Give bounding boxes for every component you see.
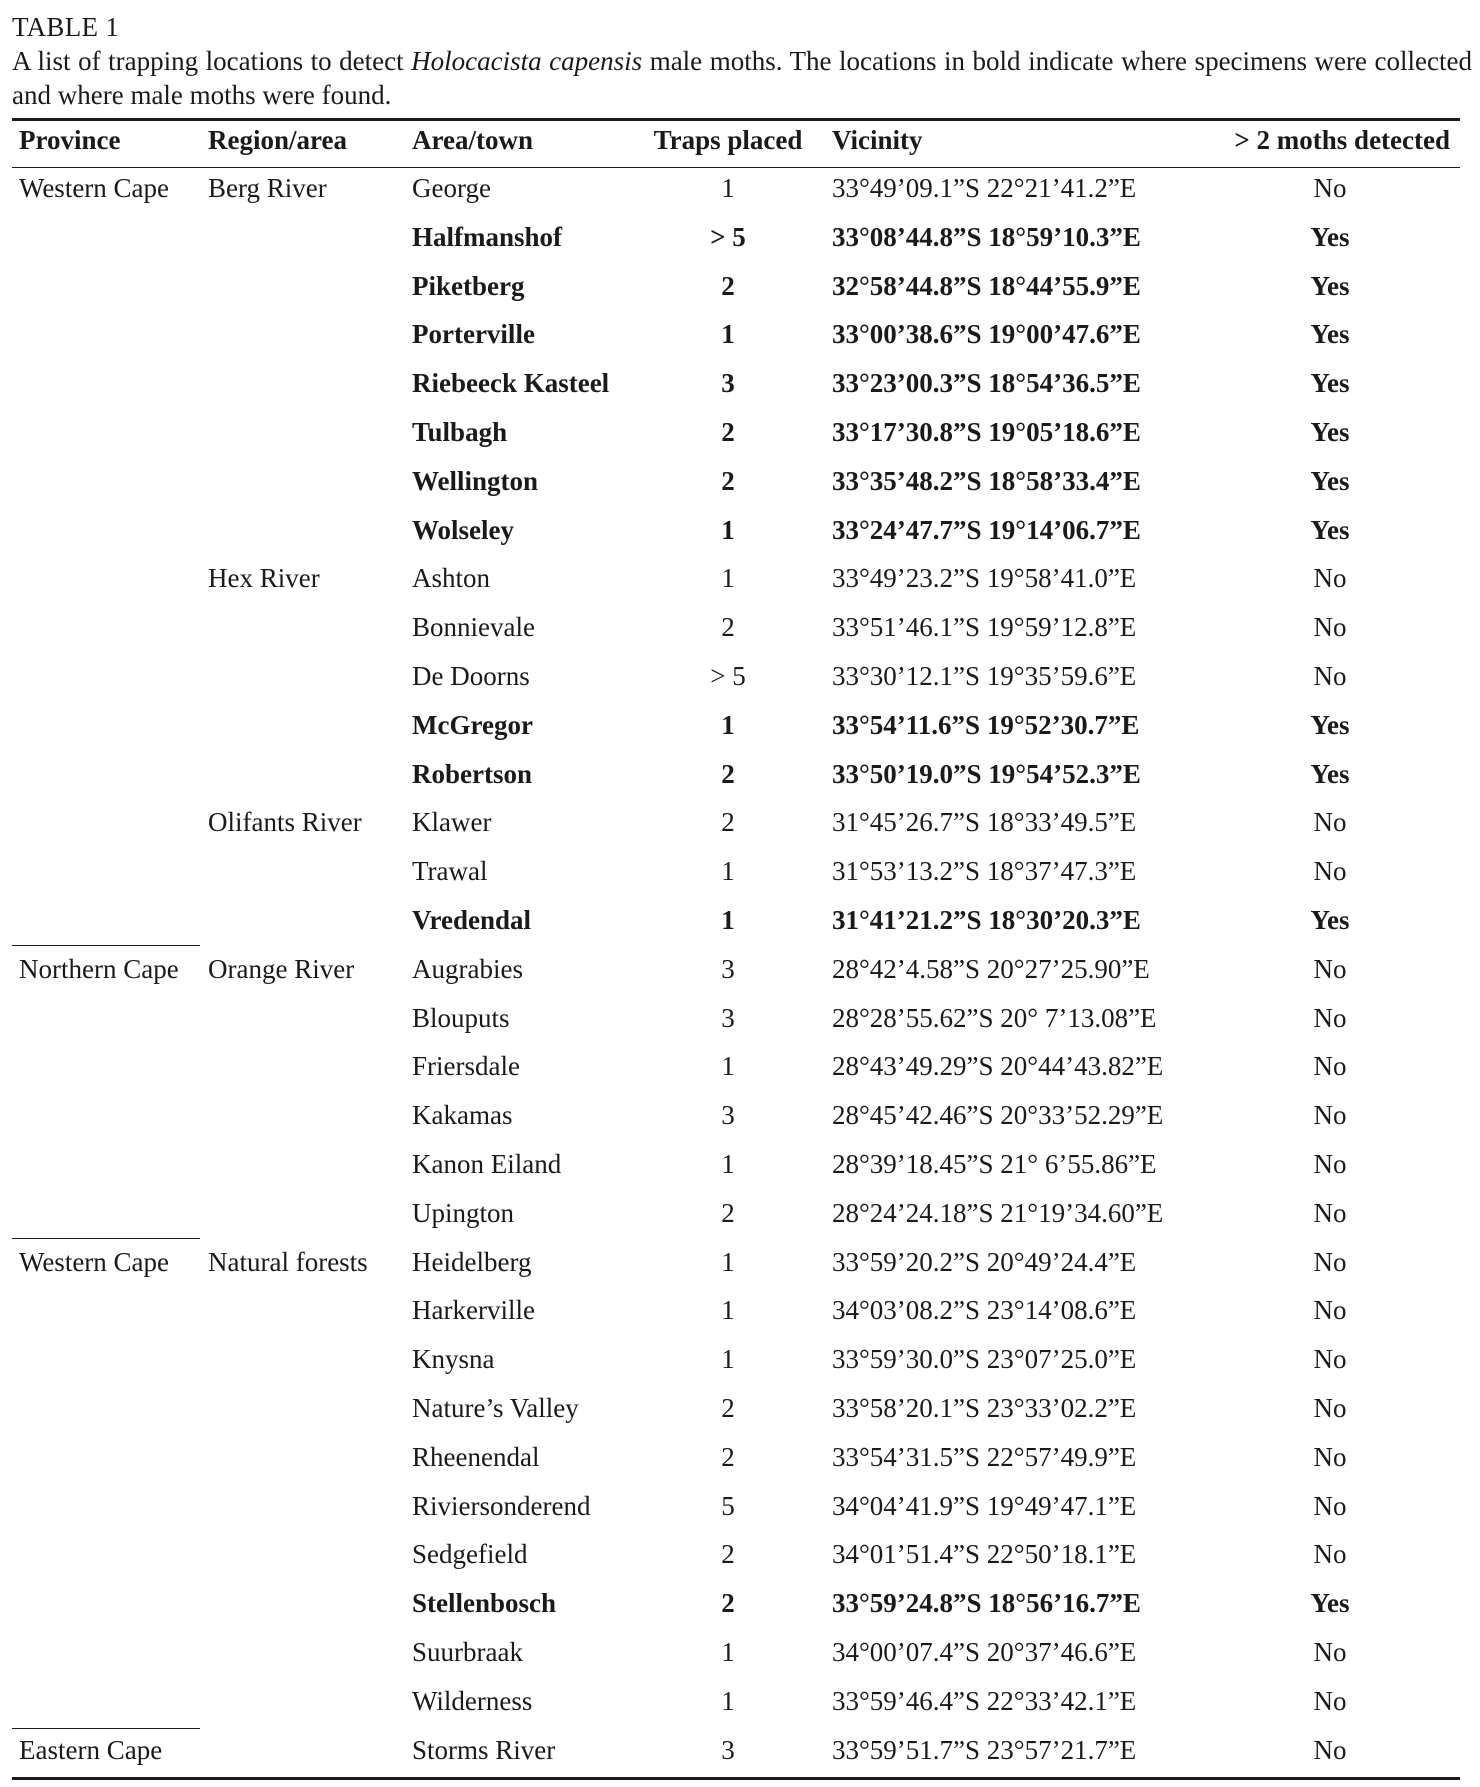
- cell-traps: 1: [721, 1637, 735, 1667]
- cell-vicinity: 33°08’44.8”S 18°59’10.3”E: [832, 221, 1141, 252]
- table-row: [0, 554, 1480, 603]
- table-row: [0, 1628, 1480, 1677]
- cell-vicinity: 33°23’00.3”S 18°54’36.5”E: [832, 368, 1141, 399]
- cell-traps: 1: [721, 1149, 735, 1179]
- cell-detected: No: [1313, 807, 1347, 838]
- cell-vicinity: 31°53’13.2”S 18°37’47.3”E: [832, 856, 1137, 887]
- cell-town: Kanon Eiland: [412, 1149, 562, 1179]
- cell-detected: No: [1313, 1490, 1347, 1521]
- table-row: [0, 1286, 1480, 1335]
- cell-town: Augrabies: [412, 953, 523, 984]
- cell-town: Porterville: [412, 319, 535, 350]
- table-row: [0, 359, 1480, 408]
- cell-detected: No: [1313, 1637, 1347, 1667]
- cell-town: George: [412, 173, 491, 203]
- table-row: [0, 603, 1480, 652]
- cell-town: Knysna: [412, 1344, 495, 1375]
- cell-traps: > 5: [710, 661, 746, 691]
- cell-vicinity: 33°17’30.8”S 19°05’18.6”E: [832, 417, 1141, 447]
- cell-town: Heidelberg: [412, 1246, 532, 1277]
- cell-town: Stellenbosch: [412, 1588, 557, 1619]
- table-row: [0, 896, 1480, 945]
- cell-detected: No: [1313, 1149, 1347, 1179]
- cell-town: Upington: [412, 1197, 515, 1228]
- cell-vicinity: 31°45’26.7”S 18°33’49.5”E: [832, 807, 1137, 838]
- cell-detected: No: [1313, 1393, 1347, 1423]
- table-row: [0, 1482, 1480, 1531]
- cell-detected: Yes: [1310, 417, 1350, 447]
- cell-town: Piketberg: [412, 270, 525, 301]
- cell-vicinity: 33°35’48.2”S 18°58’33.4”E: [832, 465, 1141, 496]
- cell-vicinity: 33°59’24.8”S 18°56’16.7”E: [832, 1588, 1141, 1619]
- header-row: [0, 116, 1480, 165]
- cell-detected: Yes: [1310, 368, 1350, 399]
- header-vicinity: Vicinity: [832, 125, 923, 155]
- cell-traps: 2: [721, 1539, 735, 1570]
- table-label: TABLE 1: [12, 12, 120, 42]
- cell-vicinity: 33°50’19.0”S 19°54’52.3”E: [832, 758, 1141, 789]
- cell-town: Tulbagh: [412, 417, 508, 447]
- cell-region: Hex River: [208, 563, 320, 594]
- cell-town: Wellington: [412, 465, 539, 496]
- table-row: [0, 1091, 1480, 1140]
- cell-vicinity: 33°59’51.7”S 23°57’21.7”E: [832, 1734, 1137, 1765]
- cell-vicinity: 34°03’08.2”S 23°14’08.6”E: [832, 1295, 1137, 1326]
- cell-vicinity: 33°24’47.7”S 19°14’06.7”E: [832, 514, 1141, 545]
- cell-region: Olifants River: [208, 807, 362, 838]
- table-row: [0, 1530, 1480, 1579]
- cell-traps: 1: [721, 1051, 735, 1082]
- cell-region: Natural forests: [208, 1246, 368, 1277]
- cell-detected: No: [1313, 1539, 1347, 1570]
- header-detected: > 2 moths detected: [1234, 125, 1450, 155]
- cell-traps: 2: [721, 1197, 735, 1228]
- table-row: [0, 1579, 1480, 1628]
- cell-detected: No: [1313, 1734, 1347, 1765]
- cell-town: Harkerville: [412, 1295, 535, 1326]
- section-rule-western-cape-forests: [12, 1238, 200, 1239]
- cell-traps: 3: [721, 1100, 735, 1131]
- caption-species: Holocacista capensis: [411, 46, 643, 76]
- cell-traps: 1: [721, 1246, 735, 1277]
- table-row: [0, 262, 1480, 311]
- cell-detected: Yes: [1310, 709, 1350, 740]
- cell-vicinity: 33°59’20.2”S 20°49’24.4”E: [832, 1246, 1137, 1277]
- cell-detected: No: [1313, 856, 1347, 887]
- cell-vicinity: 34°01’51.4”S 22°50’18.1”E: [832, 1539, 1137, 1570]
- table-row: [0, 213, 1480, 262]
- cell-traps: 2: [721, 807, 735, 838]
- cell-town: Blouputs: [412, 1002, 510, 1033]
- cell-vicinity: 28°42’4.58”S 20°27’25.90”E: [832, 953, 1150, 984]
- cell-traps: 2: [721, 1441, 735, 1472]
- table-row: [0, 1140, 1480, 1189]
- cell-traps: 1: [721, 709, 735, 740]
- cell-traps: 1: [721, 173, 735, 203]
- cell-detected: No: [1313, 1295, 1347, 1326]
- cell-detected: No: [1313, 661, 1347, 691]
- cell-traps: 1: [721, 905, 735, 935]
- cell-vicinity: 28°24’24.18”S 21°19’34.60”E: [832, 1197, 1164, 1228]
- cell-detected: Yes: [1310, 905, 1350, 935]
- cell-vicinity: 33°58’20.1”S 23°33’02.2”E: [832, 1393, 1137, 1423]
- cell-town: Nature’s Valley: [412, 1393, 579, 1423]
- cell-traps: 2: [721, 417, 735, 447]
- cell-traps: 2: [721, 1588, 735, 1619]
- cell-town: Suurbraak: [412, 1637, 523, 1667]
- cell-detected: Yes: [1310, 465, 1350, 496]
- cell-province: Western Cape: [19, 1246, 170, 1277]
- table-caption: [12, 10, 1472, 112]
- cell-traps: 2: [721, 1393, 735, 1423]
- cell-traps: 3: [721, 1734, 735, 1765]
- cell-detected: No: [1313, 1002, 1347, 1033]
- cell-traps: 3: [721, 368, 735, 399]
- caption-suffix: male moths. The locations in bold indicate where specimens were collected and where male moths were found.: [12, 46, 1472, 110]
- cell-detected: Yes: [1310, 319, 1350, 350]
- cell-vicinity: 33°49’23.2”S 19°58’41.0”E: [832, 563, 1137, 594]
- cell-vicinity: 34°00’07.4”S 20°37’46.6”E: [832, 1637, 1137, 1667]
- cell-traps: 5: [721, 1490, 735, 1521]
- cell-region: Orange River: [208, 953, 355, 984]
- cell-vicinity: 31°41’21.2”S 18°30’20.3”E: [832, 905, 1141, 935]
- cell-vicinity: 33°54’11.6”S 19°52’30.7”E: [832, 709, 1140, 740]
- table-row: [0, 164, 1480, 213]
- cell-detected: No: [1313, 1344, 1347, 1375]
- cell-town: Kakamas: [412, 1100, 513, 1131]
- cell-detected: No: [1313, 173, 1347, 203]
- cell-town: Storms River: [412, 1734, 556, 1765]
- cell-town: Riebeeck Kasteel: [412, 368, 610, 399]
- cell-town: Riviersonderend: [412, 1490, 591, 1521]
- cell-detected: No: [1313, 1197, 1347, 1228]
- cell-detected: No: [1313, 1246, 1347, 1277]
- table-row: [0, 408, 1480, 457]
- table-row: [0, 994, 1480, 1043]
- cell-town: Trawal: [412, 856, 488, 887]
- section-rule-eastern-cape: [12, 1728, 200, 1729]
- cell-town: Klawer: [412, 807, 492, 838]
- bottom-rule: [12, 1777, 1460, 1780]
- table-row: [0, 506, 1480, 555]
- table-row: [0, 457, 1480, 506]
- table-row: [0, 1726, 1480, 1775]
- cell-detected: No: [1313, 1685, 1347, 1716]
- cell-town: Sedgefield: [412, 1539, 528, 1570]
- cell-province: Eastern Cape: [19, 1734, 163, 1765]
- cell-traps: 1: [721, 1295, 735, 1326]
- cell-detected: No: [1313, 563, 1347, 594]
- cell-vicinity: 33°00’38.6”S 19°00’47.6”E: [832, 319, 1141, 350]
- cell-traps: 1: [721, 856, 735, 887]
- cell-vicinity: 33°54’31.5”S 22°57’49.9”E: [832, 1441, 1137, 1472]
- cell-region: Berg River: [208, 173, 327, 203]
- cell-traps: 2: [721, 612, 735, 643]
- cell-town: Rheenendal: [412, 1441, 540, 1472]
- cell-traps: 3: [721, 953, 735, 984]
- caption-prefix: A list of trapping locations to detect: [12, 46, 412, 76]
- cell-town: Wilderness: [412, 1685, 533, 1716]
- cell-province: Northern Cape: [19, 953, 179, 984]
- cell-town: De Doorns: [412, 661, 530, 691]
- cell-vicinity: 28°43’49.29”S 20°44’43.82”E: [832, 1051, 1164, 1082]
- cell-vicinity: 34°04’41.9”S 19°49’47.1”E: [832, 1490, 1137, 1521]
- cell-province: Western Cape: [19, 173, 170, 203]
- cell-detected: Yes: [1310, 221, 1350, 252]
- table-row: [0, 701, 1480, 750]
- table-row: [0, 1238, 1480, 1287]
- cell-traps: 3: [721, 1002, 735, 1033]
- cell-traps: 1: [721, 514, 735, 545]
- table-row: [0, 1189, 1480, 1238]
- cell-detected: No: [1313, 612, 1347, 643]
- cell-town: McGregor: [412, 709, 533, 740]
- cell-detected: No: [1313, 1100, 1347, 1131]
- cell-vicinity: 33°30’12.1”S 19°35’59.6”E: [832, 661, 1137, 691]
- table-row: [0, 1677, 1480, 1726]
- cell-traps: 1: [721, 1344, 735, 1375]
- table-row: [0, 1042, 1480, 1091]
- caption-text: [12, 44, 1472, 112]
- table-row: [0, 652, 1480, 701]
- header-region: Region/area: [208, 125, 347, 155]
- cell-detected: No: [1313, 1051, 1347, 1082]
- table-row: [0, 1384, 1480, 1433]
- cell-town: Ashton: [412, 563, 491, 594]
- cell-traps: > 5: [710, 221, 746, 252]
- cell-town: Halfmanshof: [412, 221, 563, 252]
- cell-detected: Yes: [1310, 1588, 1350, 1619]
- table-row: [0, 750, 1480, 799]
- cell-traps: 2: [721, 465, 735, 496]
- cell-vicinity: 28°39’18.45”S 21° 6’55.86”E: [832, 1149, 1157, 1179]
- cell-traps: 2: [721, 758, 735, 789]
- section-rule-northern-cape: [12, 945, 200, 946]
- table-row: [0, 1335, 1480, 1384]
- cell-vicinity: 33°49’09.1”S 22°21’41.2”E: [832, 173, 1137, 203]
- header-province: Province: [19, 125, 121, 155]
- header-town: Area/town: [412, 125, 533, 155]
- cell-detected: Yes: [1310, 270, 1350, 301]
- cell-traps: 1: [721, 563, 735, 594]
- cell-traps: 2: [721, 270, 735, 301]
- cell-town: Vredendal: [412, 905, 532, 935]
- header-traps: Traps placed: [653, 125, 803, 155]
- cell-detected: Yes: [1310, 514, 1350, 545]
- cell-town: Bonnievale: [412, 612, 535, 643]
- table-row: [0, 1433, 1480, 1482]
- cell-town: Robertson: [412, 758, 532, 789]
- cell-traps: 1: [721, 1685, 735, 1716]
- cell-town: Wolseley: [412, 514, 514, 545]
- cell-vicinity: 33°51’46.1”S 19°59’12.8”E: [832, 612, 1137, 643]
- cell-detected: No: [1313, 953, 1347, 984]
- cell-town: Friersdale: [412, 1051, 520, 1082]
- table-row: [0, 798, 1480, 847]
- table-row: [0, 310, 1480, 359]
- cell-vicinity: 32°58’44.8”S 18°44’55.9”E: [832, 270, 1141, 301]
- cell-traps: 1: [721, 319, 735, 350]
- cell-vicinity: 28°28’55.62”S 20° 7’13.08”E: [832, 1002, 1157, 1033]
- cell-detected: Yes: [1310, 758, 1350, 789]
- table-row: [0, 945, 1480, 994]
- cell-vicinity: 28°45’42.46”S 20°33’52.29”E: [832, 1100, 1164, 1131]
- cell-detected: No: [1313, 1441, 1347, 1472]
- table-row: [0, 847, 1480, 896]
- cell-vicinity: 33°59’30.0”S 23°07’25.0”E: [832, 1344, 1137, 1375]
- cell-vicinity: 33°59’46.4”S 22°33’42.1”E: [832, 1685, 1137, 1716]
